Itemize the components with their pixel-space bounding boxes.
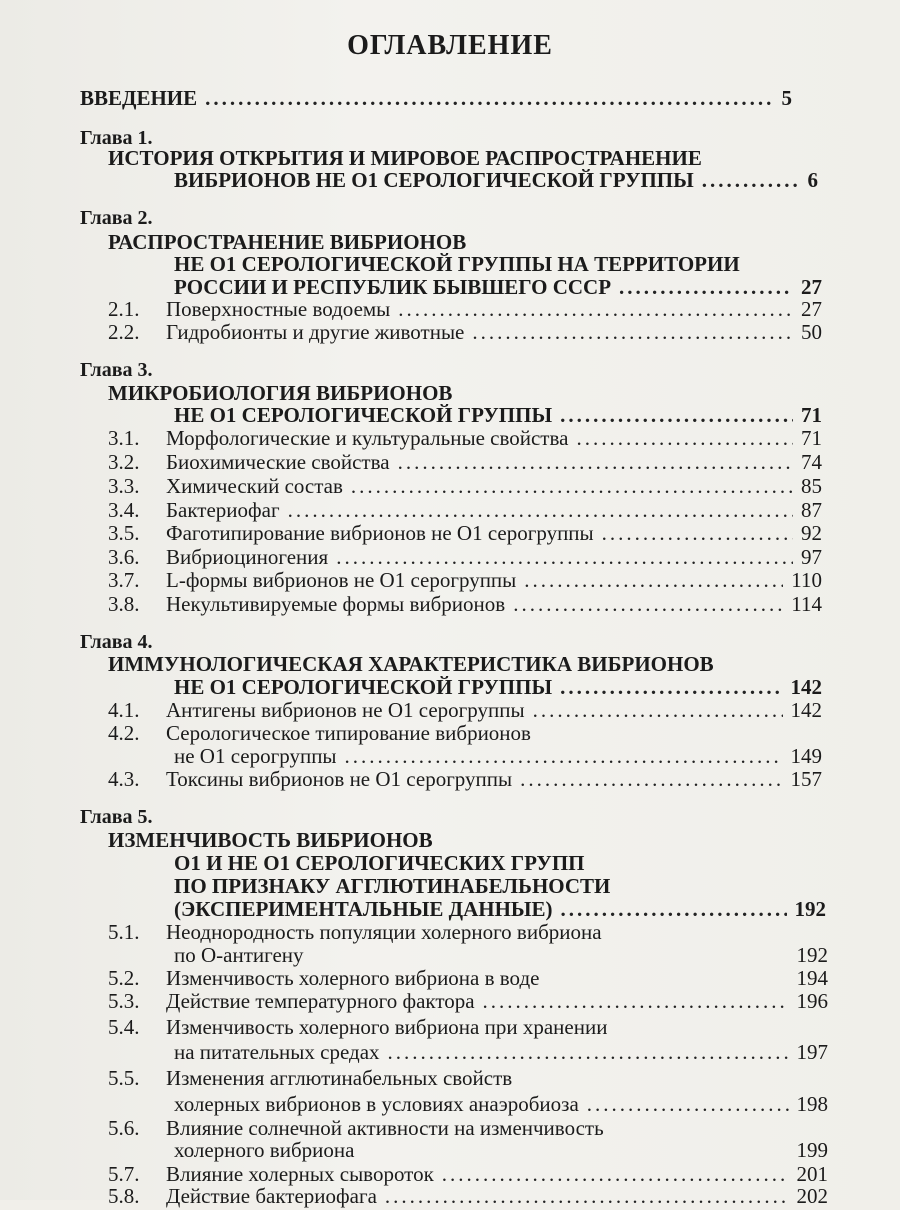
chapter-title-text: ВИБРИОНОВ НЕ О1 СЕРОЛОГИЧЕСКОЙ ГРУППЫ — [174, 168, 694, 192]
item-number: 3.8. — [108, 592, 140, 616]
item-number: 5.6. — [108, 1116, 140, 1140]
toc-page-number: 201 — [796, 1162, 828, 1186]
toc-page-number: 27 — [801, 275, 822, 299]
item-number: 5.8. — [108, 1184, 140, 1208]
chapter-title-last-line — [174, 166, 818, 194]
item-number: 5.7. — [108, 1162, 140, 1186]
chapter-label: Глава 5. — [80, 806, 153, 828]
item-number: 4.3. — [108, 767, 140, 791]
toc-page-number: 192 — [794, 897, 826, 921]
item-text: Действие температурного фактора — [166, 989, 475, 1013]
leader-dots — [388, 1038, 789, 1066]
toc-page-number: 114 — [791, 592, 822, 616]
leader-dots — [483, 987, 789, 1015]
toc-page-number: 194 — [796, 966, 828, 990]
chapter-label: Глава 1. — [80, 127, 153, 149]
toc-item — [108, 1182, 828, 1210]
item-text: Влияние солнечной активности на изменчивость — [166, 1116, 604, 1140]
toc-page-number: 5 — [781, 86, 792, 110]
item-text: Химический состав — [166, 474, 343, 498]
toc-page-number: 97 — [801, 545, 822, 569]
toc-page-number: 149 — [790, 744, 822, 768]
toc-page-number: 198 — [796, 1092, 828, 1116]
item-number: 5.2. — [108, 966, 140, 990]
chapter-title-text: (ЭКСПЕРИМЕНТАЛЬНЫЕ ДАННЫЕ) — [174, 897, 553, 921]
chapter-title: ИСТОРИЯ ОТКРЫТИЯ И МИРОВОЕ РАСПРОСТРАНЕНИЕ — [108, 146, 702, 170]
item-text: Влияние холерных сывороток — [166, 1162, 434, 1186]
toc-page-number: 110 — [791, 568, 822, 592]
toc-item — [108, 1064, 512, 1092]
chapter-title: ПО ПРИЗНАКУ АГГЛЮТИНАБЕЛЬНОСТИ — [174, 874, 611, 898]
toc-page-number: 85 — [801, 474, 822, 498]
item-number: 2.2. — [108, 320, 140, 344]
toc-page-number: 50 — [801, 320, 822, 344]
chapter-title-text: РОССИИ И РЕСПУБЛИК БЫВШЕГО СССР — [174, 275, 612, 299]
item-text: Бактериофаг — [166, 498, 280, 522]
item-text: Изменчивость холерного вибриона при хранении — [166, 1015, 608, 1039]
chapter-label: Глава 2. — [80, 207, 153, 229]
item-text: L-формы вибрионов не О1 серогруппы — [166, 568, 517, 592]
item-text: Изменения агглютинабельных свойств — [166, 1066, 513, 1090]
toc-item — [108, 765, 822, 793]
item-text: Действие бактериофага — [166, 1184, 377, 1208]
leader-dots — [513, 590, 783, 618]
toc-page-number: 202 — [796, 1184, 828, 1208]
toc-item — [108, 1013, 607, 1041]
chapter-title: РАСПРОСТРАНЕНИЕ ВИБРИОНОВ — [108, 230, 467, 254]
toc-page-number: 27 — [801, 297, 822, 321]
toc-page-number: 199 — [796, 1138, 828, 1162]
leader-dots — [205, 84, 773, 112]
item-number: 5.3. — [108, 989, 140, 1013]
item-text: Вибриоциногения — [166, 545, 329, 569]
item-number: 3.1. — [108, 426, 140, 450]
toc-page-number: 192 — [796, 943, 828, 967]
item-text: Морфологические и культуральные свойства — [166, 426, 569, 450]
item-number: 3.2. — [108, 450, 140, 474]
toc-page-number: 92 — [801, 521, 822, 545]
item-number: 3.3. — [108, 474, 140, 498]
item-text: не О1 серогруппы — [174, 744, 337, 768]
chapter-title-text: НЕ О1 СЕРОЛОГИЧЕСКОЙ ГРУППЫ — [174, 675, 553, 699]
toc-page-number: 6 — [807, 168, 818, 192]
toc-page-number: 142 — [790, 675, 822, 699]
item-number: 3.5. — [108, 521, 140, 545]
item-text: Фаготипирование вибрионов не О1 серогруппы — [166, 521, 594, 545]
chapter-label: Глава 4. — [80, 631, 153, 653]
chapter-title: МИКРОБИОЛОГИЯ ВИБРИОНОВ — [108, 381, 453, 405]
item-text: холерного вибриона — [174, 1138, 355, 1162]
leader-dots — [533, 696, 783, 724]
item-number: 5.1. — [108, 920, 140, 944]
item-number: 3.6. — [108, 545, 140, 569]
toc-item — [108, 318, 822, 346]
chapter-title: ИЗМЕНЧИВОСТЬ ВИБРИОНОВ — [108, 828, 433, 852]
chapter-label: Глава 3. — [80, 359, 153, 381]
item-text: холерных вибрионов в условиях анаэробиоза — [174, 1092, 579, 1116]
chapter-title: НЕ О1 СЕРОЛОГИЧЕСКОЙ ГРУППЫ НА ТЕРРИТОРИИ — [174, 252, 740, 276]
item-text: Изменчивость холерного вибриона в воде — [166, 966, 540, 990]
item-text: Гидробионты и другие животные — [166, 320, 465, 344]
toc-item — [108, 987, 828, 1015]
toc-entry-intro — [80, 84, 792, 112]
item-text: по О-антигену — [174, 943, 304, 967]
item-text: Антигены вибрионов не О1 серогруппы — [166, 698, 525, 722]
item-number: 5.5. — [108, 1066, 140, 1090]
item-text: Токсины вибрионов не О1 серогруппы — [166, 767, 513, 791]
leader-dots — [587, 1090, 789, 1118]
item-number: 4.1. — [108, 698, 140, 722]
leader-dots — [385, 1182, 789, 1210]
toc-page-number: 196 — [796, 989, 828, 1013]
leader-dots — [472, 318, 793, 346]
item-text: Неоднородность популяции холерного вибриона — [166, 920, 602, 944]
leader-dots — [702, 166, 800, 194]
item-number: 5.4. — [108, 1015, 140, 1039]
toc-item-continuation — [174, 1038, 828, 1066]
item-text: Биохимические свойства — [166, 450, 390, 474]
item-text: Некультивируемые формы вибрионов — [166, 592, 506, 616]
toc-page-number: 71 — [801, 426, 822, 450]
toc-page-number: 142 — [790, 698, 822, 722]
page-title: ОГЛАВЛЕНИЕ — [347, 30, 553, 61]
toc-page-number: 87 — [801, 498, 822, 522]
item-text: на питательных средах — [174, 1040, 380, 1064]
toc-page-number: 71 — [801, 403, 822, 427]
item-number: 4.2. — [108, 721, 140, 745]
toc-page-number: 157 — [790, 767, 822, 791]
item-number: 3.4. — [108, 498, 140, 522]
chapter-title-text: НЕ О1 СЕРОЛОГИЧЕСКОЙ ГРУППЫ — [174, 403, 553, 427]
toc-item — [108, 590, 822, 618]
item-number: 3.7. — [108, 568, 140, 592]
item-number: 2.1. — [108, 297, 140, 321]
item-text: Поверхностные водоемы — [166, 297, 391, 321]
leader-dots — [520, 765, 782, 793]
item-text: Серологическое типирование вибрионов — [166, 721, 531, 745]
chapter-title: О1 И НЕ О1 СЕРОЛОГИЧЕСКИХ ГРУПП — [174, 851, 585, 875]
toc-page-number: 74 — [801, 450, 822, 474]
toc-entry-text: ВВЕДЕНИЕ — [80, 86, 198, 110]
toc-page-number: 197 — [796, 1040, 828, 1064]
chapter-title: ИММУНОЛОГИЧЕСКАЯ ХАРАКТЕРИСТИКА ВИБРИОНОВ — [108, 652, 714, 676]
